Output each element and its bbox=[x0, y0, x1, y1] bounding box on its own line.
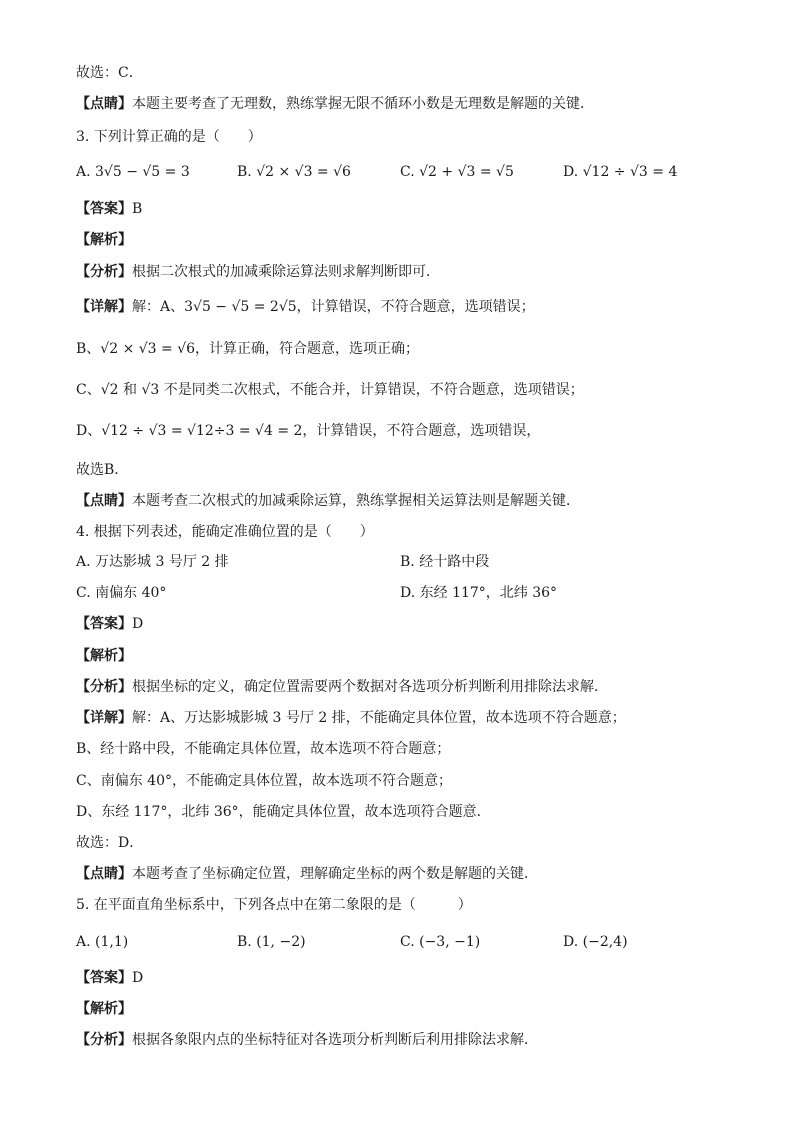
comment-line bbox=[76, 95, 594, 113]
fenxi-tag: 【分析】 bbox=[76, 679, 132, 695]
q3-option-b: B. √2 × √3 = √6 bbox=[237, 164, 351, 180]
q4-option-c: C. 南偏东 40° bbox=[76, 585, 167, 601]
q3-detail-b: B、√2 × √3 = √6，计算正确，符合题意，选项正确； bbox=[76, 341, 420, 357]
q5-option-c: C. (−3, −1) bbox=[400, 934, 481, 950]
q3-detail-c: C、√2 和 √3 不是同类二次根式，不能合并，计算错误，不符合题意，选项错误； bbox=[76, 382, 584, 398]
q3-choice-line: 故选B． bbox=[76, 462, 129, 478]
q4-fenxi-line bbox=[76, 678, 608, 696]
q4-option-b: B. 经十路中段 bbox=[400, 554, 490, 570]
q4-answer-line bbox=[76, 615, 143, 633]
q4-detail-d: D、东经 117°，北纬 36°，能确定具体位置，故本选项符合题意． bbox=[76, 804, 491, 820]
fenxi-text: 根据坐标的定义，确定位置需要两个数据对各选项分析判断利用排除法求解． bbox=[132, 679, 608, 695]
q5-analysis-heading: 【解析】 bbox=[76, 1001, 132, 1017]
q4-detail-c: C、南偏东 40°，不能确定具体位置，故本选项不符合题意； bbox=[76, 773, 452, 789]
answer-value: B bbox=[132, 201, 143, 217]
fenxi-tag: 【分析】 bbox=[76, 264, 132, 280]
xiangjie-tag: 【详解】 bbox=[76, 299, 132, 315]
q4-xiangjie-line bbox=[76, 709, 626, 727]
q3-option-c: C. √2 + √3 = √5 bbox=[400, 164, 514, 180]
comment-text: 本题考查二次根式的加减乘除运算，熟练掌握相关运算法则是解题关键． bbox=[132, 493, 580, 509]
comment-tag: 【点睛】 bbox=[76, 96, 132, 112]
answer-tag: 【答案】 bbox=[76, 201, 132, 217]
q5-fenxi-line bbox=[76, 1031, 538, 1049]
xiangjie-text: 解：A、3√5 − √5 = 2√5，计算错误，不符合题意，选项错误； bbox=[132, 299, 535, 315]
q4-detail-b: B、经十路中段，不能确定具体位置，故本选项不符合题意； bbox=[76, 741, 451, 757]
question-3-stem: 3. 下列计算正确的是（ ） bbox=[76, 129, 262, 145]
q3-analysis-heading: 【解析】 bbox=[76, 232, 132, 248]
xiangjie-text: 解：A、万达影城影城 3 号厅 2 排，不能确定具体位置，故本选项不符合题意； bbox=[132, 710, 626, 726]
q3-option-d: D. √12 ÷ √3 = 4 bbox=[563, 164, 678, 180]
q3-option-a: A. 3√5 − √5 = 3 bbox=[76, 164, 190, 180]
q4-choice-line: 故选：D． bbox=[76, 835, 144, 851]
q4-comment-line bbox=[76, 865, 538, 883]
fenxi-tag: 【分析】 bbox=[76, 1032, 132, 1048]
answer-tag: 【答案】 bbox=[76, 616, 132, 632]
comment-text: 本题考查了坐标确定位置，理解确定坐标的两个数是解题的关键． bbox=[132, 866, 538, 882]
fenxi-text: 根据各象限内点的坐标特征对各选项分析判断后利用排除法求解． bbox=[132, 1032, 538, 1048]
q5-option-a: A. (1,1) bbox=[76, 934, 129, 950]
q4-option-d: D. 东经 117°，北纬 36° bbox=[400, 585, 558, 601]
q3-answer-line bbox=[76, 200, 142, 218]
q5-option-b: B. (1, −2) bbox=[237, 934, 306, 950]
answer-value: D bbox=[132, 616, 144, 632]
comment-tag: 【点睛】 bbox=[76, 866, 132, 882]
answer-value: D bbox=[132, 970, 144, 986]
q4-option-a: A. 万达影城 3 号厅 2 排 bbox=[76, 554, 229, 570]
q5-option-d: D. (−2,4) bbox=[563, 934, 628, 950]
fenxi-text: 根据二次根式的加减乘除运算法则求解判断即可． bbox=[132, 264, 440, 280]
comment-text: 本题主要考查了无理数，熟练掌握无限不循环小数是无理数是解题的关键． bbox=[132, 96, 594, 112]
question-5-stem: 5. 在平面直角坐标系中，下列各点中在第二象限的是（ ） bbox=[76, 897, 472, 913]
question-4-stem: 4. 根据下列表述，能确定准确位置的是（ ） bbox=[76, 524, 374, 540]
q5-answer-line bbox=[76, 969, 143, 987]
q4-analysis-heading: 【解析】 bbox=[76, 648, 132, 664]
answer-tag: 【答案】 bbox=[76, 970, 132, 986]
xiangjie-tag: 【详解】 bbox=[76, 710, 132, 726]
q3-xiangjie-line bbox=[76, 298, 535, 316]
q3-fenxi-line bbox=[76, 263, 440, 281]
comment-tag: 【点睛】 bbox=[76, 493, 132, 509]
q3-detail-d: D、√12 ÷ √3 = √12÷3 = √4 = 2，计算错误，不符合题意，选项错误， bbox=[76, 423, 541, 439]
answer-choice-line: 故选：C． bbox=[76, 65, 143, 81]
q3-comment-line bbox=[76, 492, 580, 510]
